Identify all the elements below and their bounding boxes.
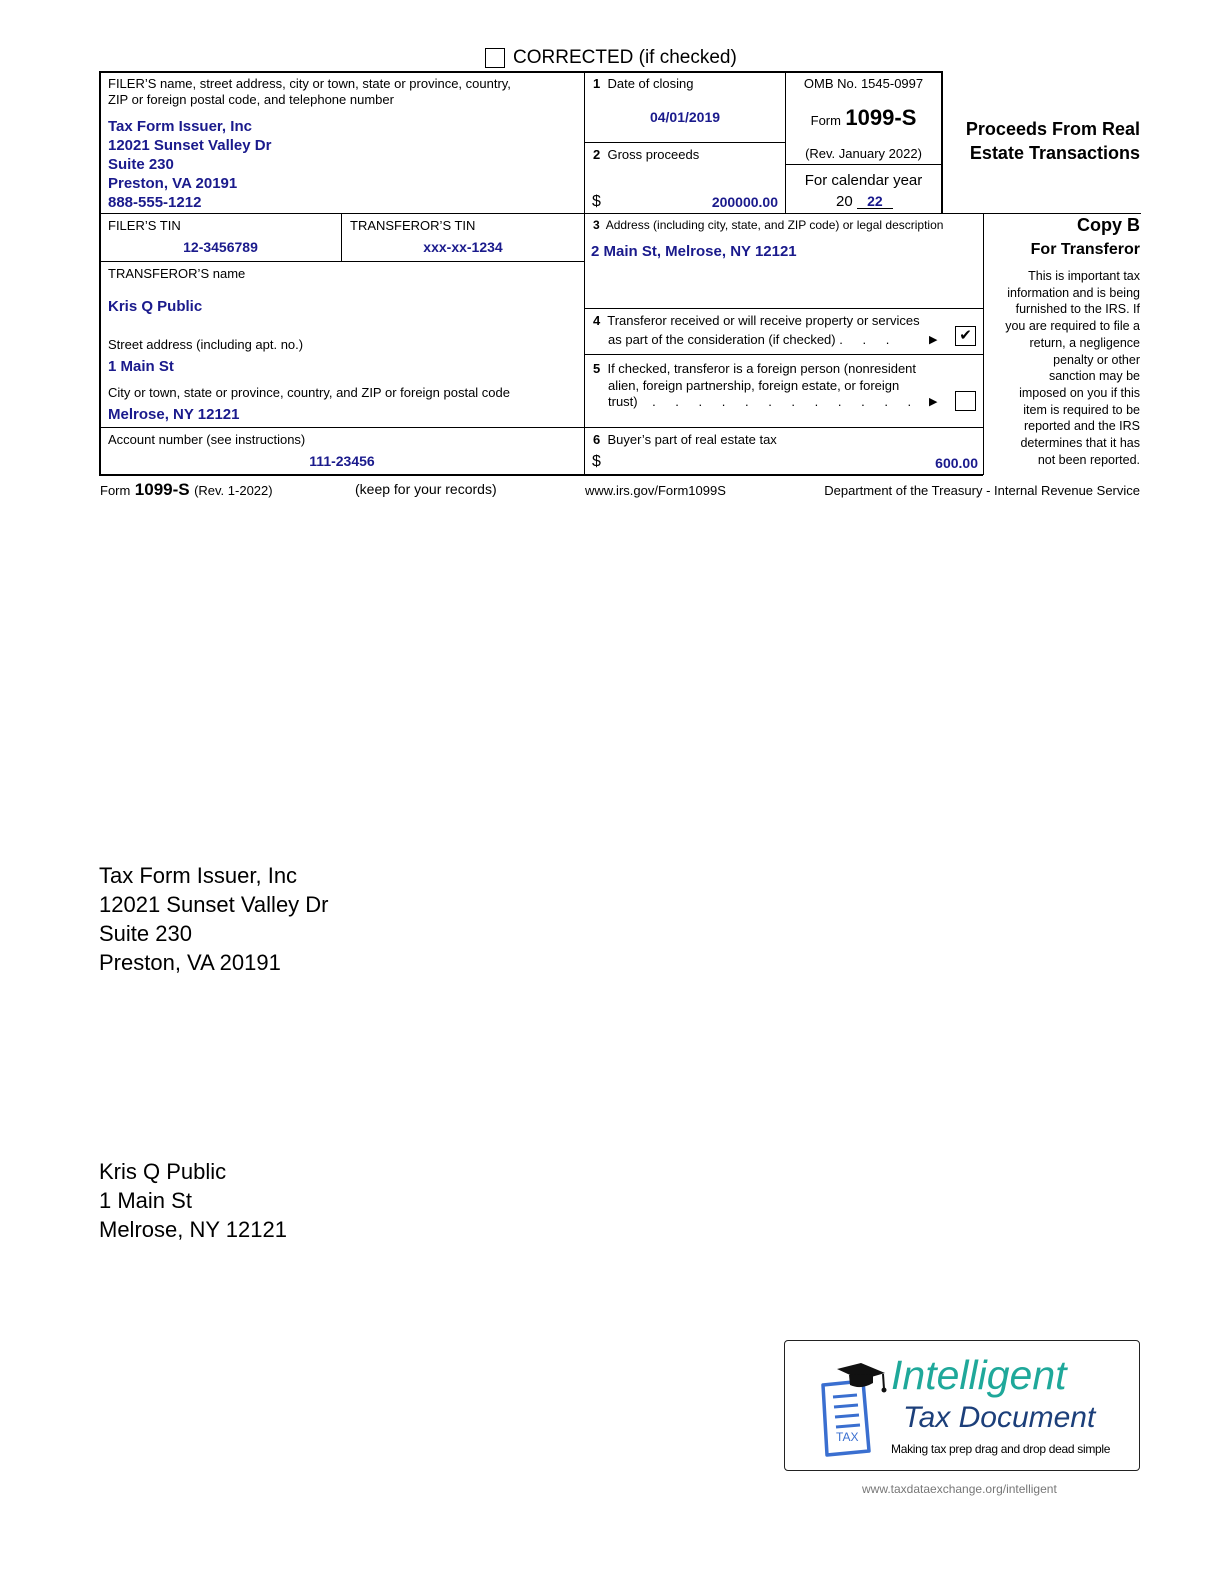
divider — [585, 142, 785, 143]
filer-city: Preston, VA 20191 — [108, 175, 238, 192]
footer-department: Department of the Treasury - Internal Revenue Service — [824, 483, 1140, 498]
notice-line: item is required to be — [1023, 402, 1140, 417]
calendar-year — [836, 193, 893, 210]
filer-street: 12021 Sunset Valley Dr — [108, 137, 272, 154]
divider — [983, 213, 984, 475]
sender-line: Tax Form Issuer, Inc — [99, 863, 298, 888]
footer-form-number: 1099-S — [134, 480, 190, 499]
form-revision: (Rev. January 2022) — [805, 146, 922, 161]
divider — [585, 308, 983, 309]
footer-form-word: Form — [100, 483, 131, 498]
footer-keep: (keep for your records) — [355, 481, 497, 497]
footer-form-id — [100, 480, 273, 500]
form-id — [786, 105, 941, 131]
tax-badge: TAX — [836, 1430, 859, 1444]
filer-tin: 12-3456789 — [183, 239, 258, 255]
filer-label-line2: ZIP or foreign postal code, and telephone number — [108, 92, 394, 107]
year-prefix: 20 — [836, 193, 853, 210]
form-left-border — [99, 71, 101, 475]
logo-line1: Intelligent — [891, 1352, 1067, 1398]
box2-dollar: $ — [592, 193, 601, 210]
account-number: 111-23456 — [309, 453, 375, 469]
box4-number: 4 — [593, 313, 601, 328]
omb-number: OMB No. 1545-0997 — [803, 76, 924, 91]
box4-dots: . . . — [839, 332, 898, 347]
divider — [941, 71, 943, 214]
filer-label-line1: FILER’S name, street address, city or town, state or province, country, — [108, 76, 511, 91]
form-number: 1099-S — [845, 105, 917, 130]
notice-line: penalty or other — [1053, 352, 1140, 367]
form-title-line1: Proceeds From Real — [965, 119, 1140, 139]
box3-label — [593, 218, 943, 232]
copy-notice — [1005, 268, 1140, 468]
box4-checkbox[interactable] — [955, 326, 976, 346]
box1-text: Date of closing — [607, 76, 694, 91]
notice-line: This is important tax — [1028, 269, 1140, 283]
box3-number: 3 — [593, 218, 600, 232]
transferor-name: Kris Q Public — [108, 298, 203, 315]
box1-label — [593, 76, 693, 91]
box5-number: 5 — [593, 361, 601, 376]
box4-line2: as part of the consideration (if checked) — [608, 332, 836, 347]
intelligent-tax-logo — [784, 1340, 1140, 1471]
city-label: City or town, state or province, country, and ZIP or foreign postal code — [108, 385, 510, 400]
property-address: 2 Main St, Melrose, NY 12121 — [591, 243, 797, 260]
recipient-line: Kris Q Public — [99, 1159, 227, 1184]
box2-number: 2 — [593, 147, 601, 162]
form-word: Form — [810, 113, 841, 128]
recipient-address — [99, 1157, 287, 1244]
box5-line3: trust) — [608, 394, 638, 409]
box6-label — [593, 432, 777, 447]
sender-line: Preston, VA 20191 — [99, 950, 281, 975]
box4-line1: Transferor received or will receive property or services — [607, 313, 920, 328]
calendar-year-label: For calendar year — [804, 172, 923, 189]
box1-number: 1 — [593, 76, 601, 91]
box4-label — [593, 313, 920, 347]
buyer-real-estate-tax: 600.00 — [935, 455, 978, 471]
notice-line: furnished to the IRS. If — [1015, 302, 1140, 317]
box5-dots: . . . . . . . . . . . . — [652, 394, 920, 409]
date-of-closing: 04/01/2019 — [649, 109, 721, 125]
year-suffix: 22 — [857, 194, 893, 209]
notice-line: return, a negligence — [1029, 335, 1140, 350]
notice-line: sanction may be — [1048, 369, 1140, 384]
form-bottom-border — [99, 474, 983, 476]
checkmark-icon: ✔ — [959, 327, 972, 344]
footer-revision: (Rev. 1-2022) — [194, 483, 273, 498]
divider — [99, 261, 585, 262]
divider — [99, 427, 983, 428]
form-top-border — [99, 71, 942, 73]
street-label: Street address (including apt. no.) — [108, 337, 304, 352]
copy-subtitle: For Transferor — [1030, 241, 1140, 258]
notice-line: reported and the IRS — [1023, 419, 1140, 434]
box6-dollar: $ — [592, 453, 601, 470]
divider — [786, 164, 941, 165]
notice-line: determines that it has — [1020, 436, 1140, 451]
filer-suite: Suite 230 — [108, 156, 174, 173]
box5-arrow: ▶ — [929, 396, 938, 408]
logo-line2: Tax Document — [903, 1401, 1096, 1434]
sender-address — [99, 861, 329, 977]
transferor-city: Melrose, NY 12121 — [108, 406, 240, 423]
form-title — [966, 117, 1140, 165]
notice-line: imposed on you if this — [1019, 385, 1140, 400]
sender-line: 12021 Sunset Valley Dr — [99, 892, 329, 917]
notice-line: information and is being — [1007, 285, 1140, 300]
logo-tagline: Making tax prep drag and drop dead simple — [891, 1442, 1111, 1456]
transferor-name-label: TRANSFEROR’S name — [108, 266, 246, 281]
sender-line: Suite 230 — [99, 921, 192, 946]
footer-url: www.irs.gov/Form1099S — [585, 483, 726, 498]
box3-text: Address (including city, state, and ZIP code) or legal description — [605, 218, 944, 232]
box2-text: Gross proceeds — [607, 147, 700, 162]
notice-line: not been reported. — [1037, 452, 1140, 467]
box6-text: Buyer’s part of real estate tax — [607, 432, 777, 447]
recipient-line: 1 Main St — [99, 1188, 192, 1213]
divider — [585, 354, 983, 355]
gross-proceeds: 200000.00 — [711, 194, 778, 210]
box5-line2: alien, foreign partnership, foreign estate, or foreign — [608, 377, 900, 393]
transferor-tin: xxx-xx-1234 — [423, 239, 503, 255]
box2-label — [593, 147, 699, 162]
transferor-street: 1 Main St — [108, 358, 174, 375]
divider — [99, 213, 1141, 214]
notice-line: you are required to file a — [1005, 319, 1140, 334]
box6-number: 6 — [593, 432, 601, 447]
logo-url[interactable]: www.taxdataexchange.org/intelligent — [862, 1482, 1057, 1496]
form-title-line2: Estate Transactions — [969, 143, 1140, 163]
box4-arrow: ▶ — [929, 334, 938, 346]
recipient-line: Melrose, NY 12121 — [99, 1217, 287, 1242]
filer-tin-label: FILER’S TIN — [108, 218, 181, 233]
box5-line1: If checked, transferor is a foreign person (nonresident — [607, 361, 917, 376]
account-label: Account number (see instructions) — [108, 432, 306, 447]
copy-title: Copy B — [1077, 215, 1140, 235]
box5-checkbox[interactable] — [955, 391, 976, 411]
corrected-checkbox[interactable] — [485, 48, 505, 68]
corrected-label: CORRECTED (if checked) — [513, 47, 737, 68]
filer-phone: 888-555-1212 — [108, 194, 202, 211]
divider — [785, 71, 786, 214]
divider — [584, 71, 585, 475]
box5-label — [593, 361, 919, 411]
filer-name: Tax Form Issuer, Inc — [108, 118, 252, 135]
transferor-tin-label: TRANSFEROR’S TIN — [350, 218, 476, 233]
